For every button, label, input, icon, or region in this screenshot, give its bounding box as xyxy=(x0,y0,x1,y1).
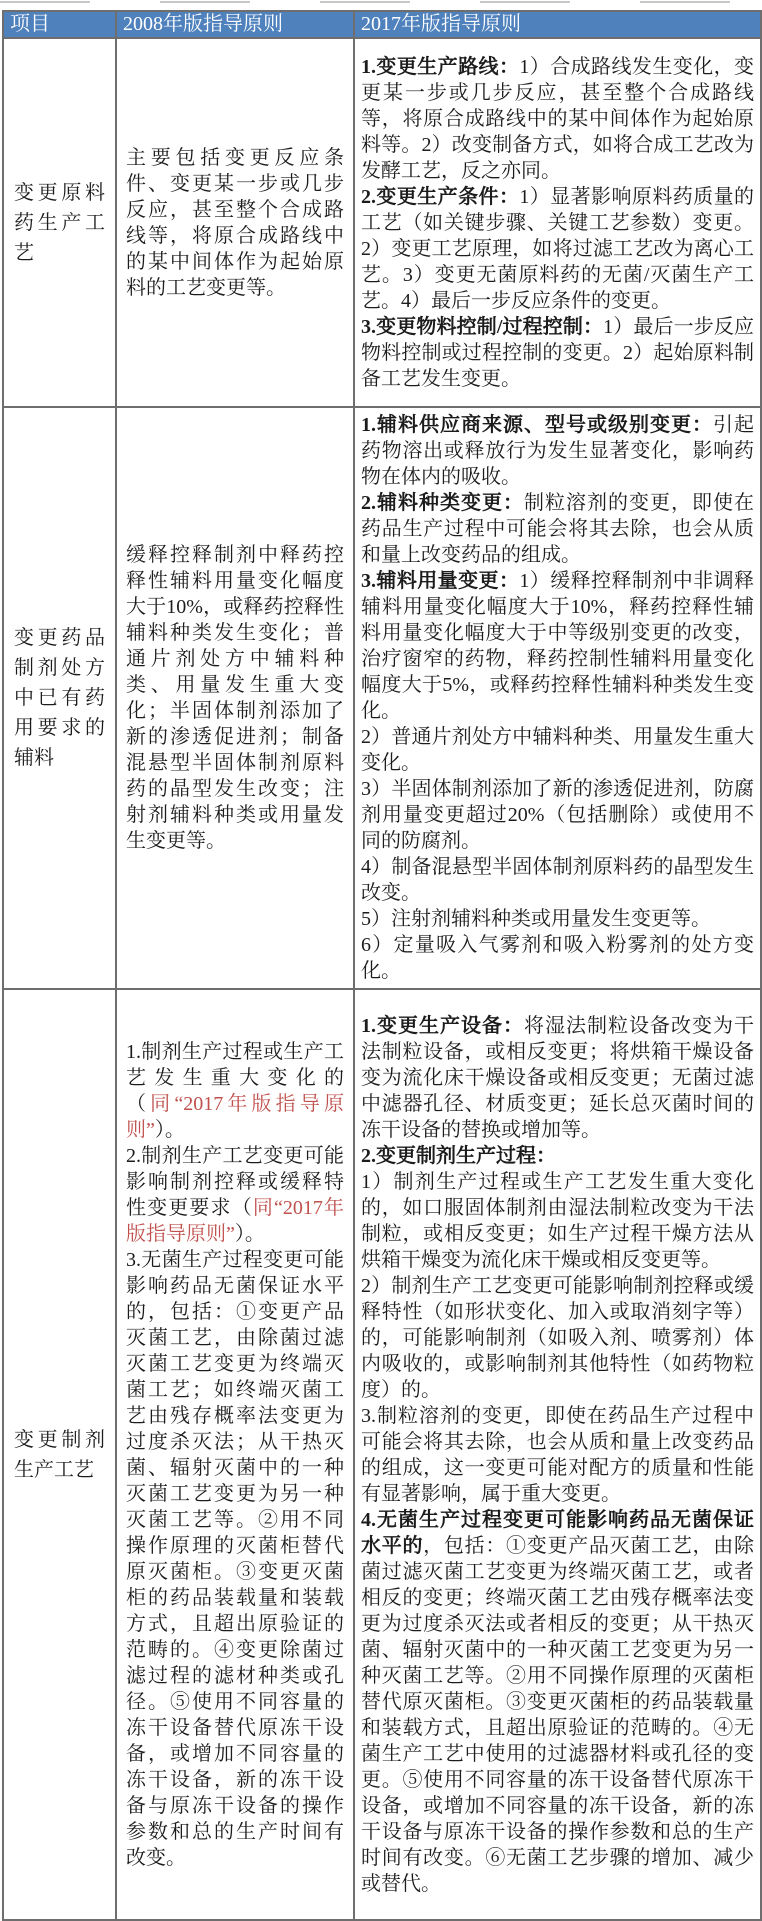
header-row xyxy=(3,11,761,38)
red-highlight-text: 同“2017年版指导原则” xyxy=(126,1092,344,1141)
body-text: 6）定量吸入气雾剂和吸入粉雾剂的处方变化。 xyxy=(361,934,754,982)
cell-2017 xyxy=(354,38,761,407)
bold-lead-text: 2.变更生产条件： xyxy=(361,185,520,208)
body-text: 3.制粒溶剂的变更，即使在药品生产过程中可能会将其去除，也会从质和量上改变药品的组成，这一变更可能对配方的质量和性能有显著影响，属于重大变更。 xyxy=(361,1404,754,1505)
body-text: 2.制剂生产工艺变更可能影响制剂控释或缓释特性变更要求（ xyxy=(126,1144,344,1219)
cell-2008 xyxy=(116,38,354,407)
body-text: 3.无菌生产过程变更可能影响药品无菌保证水平的，包括：①变更产品灭菌工艺，由除菌过滤灭菌工艺变更为终端灭菌工艺；如终端灭菌工艺由残存概率法变更为过度杀灭法；从干热灭菌、辐射灭菌中的一种灭菌工艺变更为另一种灭菌工艺等。②用不同操作原理的灭菌柜替代原灭菌柜。③变更灭菌柜的药品装载量和装载方式，且超出原验证的范畴的。④变更除菌过滤过程的滤材种类或孔径。⑤使用不同容量的冻干设备替代原冻干设备，或增加不同容量的冻干设备，新的冻干设备与原冻干设备的操作参数和总的生产时间有改变。 xyxy=(126,1248,344,1869)
body-text: 2）制剂生产工艺变更可能影响制剂控释或缓释特性（如形状变化、加入或取消刻字等）的，可能影响制剂（如吸入剂、喷雾剂）体内吸收的，或影响制剂其他特性（如药物粒度）的。 xyxy=(361,1274,754,1401)
cell-2008 xyxy=(116,407,354,989)
body-text: ）。 xyxy=(154,1118,185,1141)
body-text: 5）注射剂辅料种类或用量发生变更等。 xyxy=(361,908,711,930)
body-text: 1）最后一步反应物料控制或过程控制的变更。2）起始原料制备工艺发生变更。 xyxy=(361,315,755,390)
bold-lead-text: 4.无菌生产过程变更可能影响药品无菌保证水平的 xyxy=(361,1508,754,1557)
body-text: 引起药物溶出或释放行为发生显著变化，影响药物在体内的吸收。 xyxy=(361,414,754,488)
body-text: 1）合成路线发生变化，变更某一步或几步反应，甚至整个合成路线等，将原合成路线中的某中间体作为起始原料等。2）改变制备方式，如将合成工艺改为发酵工艺，反之亦同。 xyxy=(361,55,755,182)
body-text: 1）显著影响原料药质量的工艺（如关键步骤、关键工艺参数）变更。2）变更工艺原理，如将过滤工艺改为离心工艺。3）变更无菌原料药的无菌/灭菌生产工艺。4）最后一步反应条件的变更。 xyxy=(361,185,755,312)
body-text: 4）制备混悬型半固体制剂原料药的晶型发生改变。 xyxy=(361,856,754,904)
header-cell-2008: 2008年版指导原则 xyxy=(116,11,354,38)
bold-lead-text: 1.变更生产设备： xyxy=(361,1014,524,1037)
item-cell: 变更制剂生产工艺 xyxy=(3,989,116,1920)
body-text: 主要包括变更反应条件、变更某一步或几步反应，甚至整个合成路线等，将原合成路线中的某中间体作为起始原料的工艺变更等。 xyxy=(126,146,344,299)
bold-lead-text: 2.变更制剂生产过程： xyxy=(361,1144,556,1167)
body-text: 1.制剂生产过程或生产工艺发生重大变化的（ xyxy=(126,1040,344,1115)
cell-2017 xyxy=(354,407,761,989)
cropped-content-artifact xyxy=(0,1,762,3)
cell-2017 xyxy=(354,989,761,1920)
body-text: 将湿法制粒设备改变为干法制粒设备，或相反变更；将烘箱干燥设备变为流化床干燥设备或相反变更；无菌过滤中滤器孔径、材质变更；延长总灭菌时间的冻干设备的替换或增加等。 xyxy=(361,1014,754,1141)
body-text: 3）半固体制剂添加了新的渗透促进剂，防腐剂用量变更超过20%（包括删除）或使用不同的防腐剂。 xyxy=(361,778,754,852)
table-row-excipients xyxy=(3,407,761,989)
bold-lead-text: 1.辅料供应商来源、型号或级别变更： xyxy=(361,414,713,436)
table-row-formulation-process xyxy=(3,989,761,1920)
body-text: 2）普通片剂处方中辅料种类、用量发生重大变化。 xyxy=(361,726,754,774)
table-row-api-process xyxy=(3,38,761,407)
bold-lead-text: 2.辅料种类变更： xyxy=(361,492,524,514)
header-cell-2017: 2017年版指导原则 xyxy=(354,11,761,38)
item-cell: 变更药品制剂处方中已有药用要求的辅料 xyxy=(3,407,116,989)
header-cell-item: 项目 xyxy=(3,11,116,38)
red-highlight-text: 同“2017年版指导原则” xyxy=(126,1196,344,1245)
bold-lead-text: 1.变更生产路线： xyxy=(361,55,520,78)
body-text: 缓释控释制剂中释药控释性辅料用量变化幅度大于10%，或释药控释性辅料种类发生变化；普通片剂处方中辅料种类、用量发生重大变化；半固体制剂添加了新的渗透促进剂；制备混悬型半固体制剂原料药的晶型发生改变；注射剂辅料种类或用量发生变更等。 xyxy=(126,544,344,852)
bold-lead-text: 3.辅料用量变更： xyxy=(361,570,520,592)
body-text: ，包括：①变更产品灭菌工艺，由除菌过滤灭菌工艺变更为终端灭菌工艺，或者相反的变更；终端灭菌工艺由残存概率法变更为过度杀灭法或者相反的变更；从干热灭菌、辐射灭菌中的一种灭菌工艺变更为另一种灭菌工艺等。②用不同操作原理的灭菌柜替代原灭菌柜。③变更灭菌柜的药品装载量和装载方式，且超出原验证的范畴的。④无菌生产工艺中使用的过滤器材料或孔径的变更。⑤使用不同容量的冻干设备替代原冻干设备，或增加不同容量的冻干设备，新的冻干设备与原冻干设备的操作参数和总的生产时间有改变。⑥无菌工艺步骤的增加、减少或替代。 xyxy=(361,1534,755,1895)
item-cell: 变更原料药生产工艺 xyxy=(3,38,116,407)
body-text: 1）缓释控释制剂中非调释辅料用量变化幅度大于10%，释药控释性辅料用量变化幅度大于中等级别变更的改变，治疗窗窄的药物，释药控制性辅料用量变化幅度大于5%，或释药控释性辅料种类发生变化。 xyxy=(361,570,755,722)
guidance-comparison-table xyxy=(2,10,762,1921)
body-text: ）。 xyxy=(234,1222,265,1245)
cell-2008 xyxy=(116,989,354,1920)
bold-lead-text: 3.变更物料控制/过程控制： xyxy=(361,315,604,338)
body-text: 制粒溶剂的变更，即使在药品生产过程中可能会将其去除，也会从质和量上改变药品的组成。 xyxy=(361,492,754,566)
body-text: 1）制剂生产过程或生产工艺发生重大变化的，如口服固体制剂由湿法制粒改变为干法制粒，或相反变更；如生产过程干燥方法从烘箱干燥变为流化床干燥或相反变更等。 xyxy=(361,1170,754,1271)
